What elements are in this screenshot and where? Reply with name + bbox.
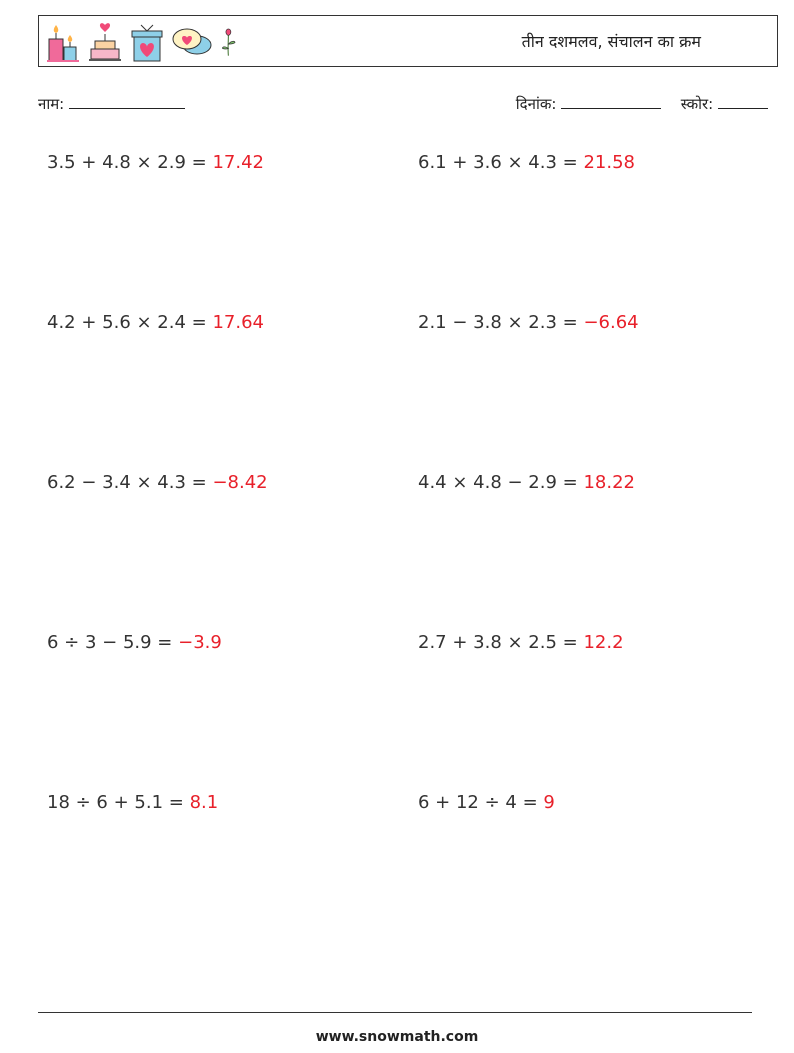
problem-expression: 2.7 + 3.8 × 2.5 = [418,632,578,653]
date-blank[interactable] [561,94,661,109]
problem-answer: 17.64 [212,312,264,333]
problem-answer: 12.2 [583,632,624,653]
problem-expression: 4.4 × 4.8 − 2.9 = [418,472,578,493]
problem-10 [418,792,555,813]
problem-3 [47,312,264,333]
problem-answer: 8.1 [189,792,219,813]
footer-divider [38,1012,752,1013]
cake-icon [87,21,123,63]
problem-expression: 6.1 + 3.6 × 4.3 = [418,152,578,173]
worksheet-title: तीन दशमलव, संचालन का क्रम [521,32,701,51]
problem-4 [418,312,639,333]
name-blank[interactable] [69,94,185,109]
decorative-icons [45,19,245,65]
date-score-fields [516,94,768,114]
date-label: दिनांक: [515,95,557,113]
problem-expression: 3.5 + 4.8 × 2.9 = [47,152,207,173]
problem-expression: 6 + 12 ÷ 4 = [418,792,538,813]
problem-answer: 17.42 [212,152,264,173]
gift-icon [129,21,165,63]
worksheet-header [38,15,778,67]
problem-7 [47,632,222,653]
problem-6 [418,472,635,493]
problem-answer: 21.58 [583,152,635,173]
speech-bubbles-heart-icon [171,21,213,63]
problem-expression: 4.2 + 5.6 × 2.4 = [47,312,207,333]
problem-5 [47,472,268,493]
problem-expression: 2.1 − 3.8 × 2.3 = [418,312,578,333]
name-field [38,94,185,114]
problem-2 [418,152,635,173]
candles-icon [45,21,81,63]
problem-expression: 6 ÷ 3 − 5.9 = [47,632,173,653]
problem-answer: −3.9 [178,632,222,653]
problem-answer: −6.64 [583,312,639,333]
problem-answer: 18.22 [583,472,635,493]
problem-1 [47,152,264,173]
footer-url[interactable]: www.snowmath.com [315,1029,479,1045]
name-label: नाम: [38,95,65,113]
problem-9 [47,792,218,813]
problem-answer: 9 [543,792,555,813]
problem-expression: 18 ÷ 6 + 5.1 = [47,792,184,813]
problem-8 [418,632,624,653]
problem-expression: 6.2 − 3.4 × 4.3 = [47,472,207,493]
problem-answer: −8.42 [212,472,268,493]
rose-icon [219,21,245,63]
score-label: स्कोर: [680,95,714,113]
score-blank[interactable] [718,94,768,109]
